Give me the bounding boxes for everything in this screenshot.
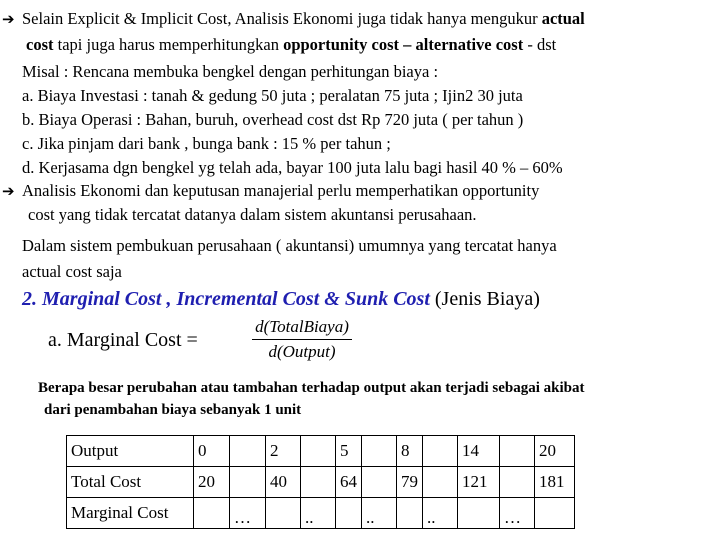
- table-cell: 121: [458, 467, 500, 498]
- output-row: [67, 436, 575, 467]
- table-cell: [500, 467, 535, 498]
- table-cell: [535, 498, 575, 529]
- row-header-cell: Marginal Cost: [67, 498, 194, 529]
- table-cell: 0: [194, 436, 230, 467]
- table-cell: [301, 436, 336, 467]
- example-item-b: b. Biaya Operasi : Bahan, buruh, overhead cost dst Rp 720 juta ( per tahun ): [22, 110, 524, 129]
- total-cost-row: [67, 467, 575, 498]
- marginal-cost-row: [67, 498, 575, 529]
- table-cell: 20: [194, 467, 230, 498]
- table-cell: 40: [266, 467, 301, 498]
- formula-numerator: d(TotalBiaya): [255, 317, 349, 336]
- table-cell: …: [500, 498, 535, 529]
- accounting-note-line-1: Dalam sistem pembukuan perusahaan ( akuntansi) umumnya yang tercatat hanya: [22, 236, 557, 255]
- example-item-a: a. Biaya Investasi : tanah & gedung 50 juta ; peralatan 75 juta ; Ijin2 30 juta: [22, 86, 523, 105]
- table-cell: 14: [458, 436, 500, 467]
- table-cell: [230, 467, 266, 498]
- definition-line-1: Berapa besar perubahan atau tambahan terhadap output akan terjadi sebagai akibat: [38, 380, 585, 396]
- marginal-cost-formula: [252, 316, 352, 363]
- table-cell: ..: [301, 498, 336, 529]
- example-item-d: d. Kerjasama dgn bengkel yg telah ada, bayar 100 juta lalu bagi hasil 40 % – 60%: [22, 158, 563, 177]
- table-cell: 2: [266, 436, 301, 467]
- section-heading: 2. Marginal Cost , Incremental Cost & Sunk Cost (Jenis Biaya): [22, 288, 540, 310]
- right-arrow-icon: ➔: [2, 182, 15, 200]
- marginal-cost-table: [66, 435, 575, 529]
- table-cell: 64: [336, 467, 362, 498]
- table-cell: 79: [397, 467, 423, 498]
- definition-line-2: dari penambahan biaya sebanyak 1 unit: [44, 402, 302, 418]
- marginal-cost-label: a. Marginal Cost =: [48, 329, 198, 351]
- paragraph-line-4: cost yang tidak tercatat datanya dalam sistem akuntansi perusahaan.: [28, 205, 477, 224]
- table-cell: ..: [362, 498, 397, 529]
- table-cell: 5: [336, 436, 362, 467]
- table-cell: ..: [423, 498, 458, 529]
- table-cell: [423, 436, 458, 467]
- paragraph-line-1: ➔ Selain Explicit & Implicit Cost, Analisis Ekonomi juga tidak hanya mengukur actual: [2, 9, 585, 28]
- table-cell: [423, 467, 458, 498]
- row-header-cell: Output: [67, 436, 194, 467]
- table-cell: [458, 498, 500, 529]
- paragraph-line-2: cost tapi juga harus memperhitungkan opportunity cost – alternative cost - dst: [26, 35, 557, 54]
- formula-denominator: d(Output): [268, 342, 336, 361]
- example-intro: Misal : Rencana membuka bengkel dengan perhitungan biaya :: [22, 62, 439, 81]
- table-cell: [194, 498, 230, 529]
- table-cell: 20: [535, 436, 575, 467]
- table-cell: [230, 436, 266, 467]
- table-cell: [266, 498, 301, 529]
- table-cell: …: [230, 498, 266, 529]
- accounting-note-line-2: actual cost saja: [22, 262, 122, 281]
- table-cell: [362, 436, 397, 467]
- example-item-c: c. Jika pinjam dari bank , bunga bank : 15 % per tahun ;: [22, 134, 391, 153]
- fraction-bar: [252, 339, 352, 340]
- table-cell: [301, 467, 336, 498]
- table-cell: [397, 498, 423, 529]
- row-header-cell: Total Cost: [67, 467, 194, 498]
- table-cell: [500, 436, 535, 467]
- right-arrow-icon: ➔: [2, 10, 15, 28]
- table-cell: [362, 467, 397, 498]
- table-cell: [336, 498, 362, 529]
- table-cell: 8: [397, 436, 423, 467]
- paragraph-line-3: ➔ Analisis Ekonomi dan keputusan manajerial perlu memperhatikan opportunity: [2, 181, 540, 200]
- table-cell: 181: [535, 467, 575, 498]
